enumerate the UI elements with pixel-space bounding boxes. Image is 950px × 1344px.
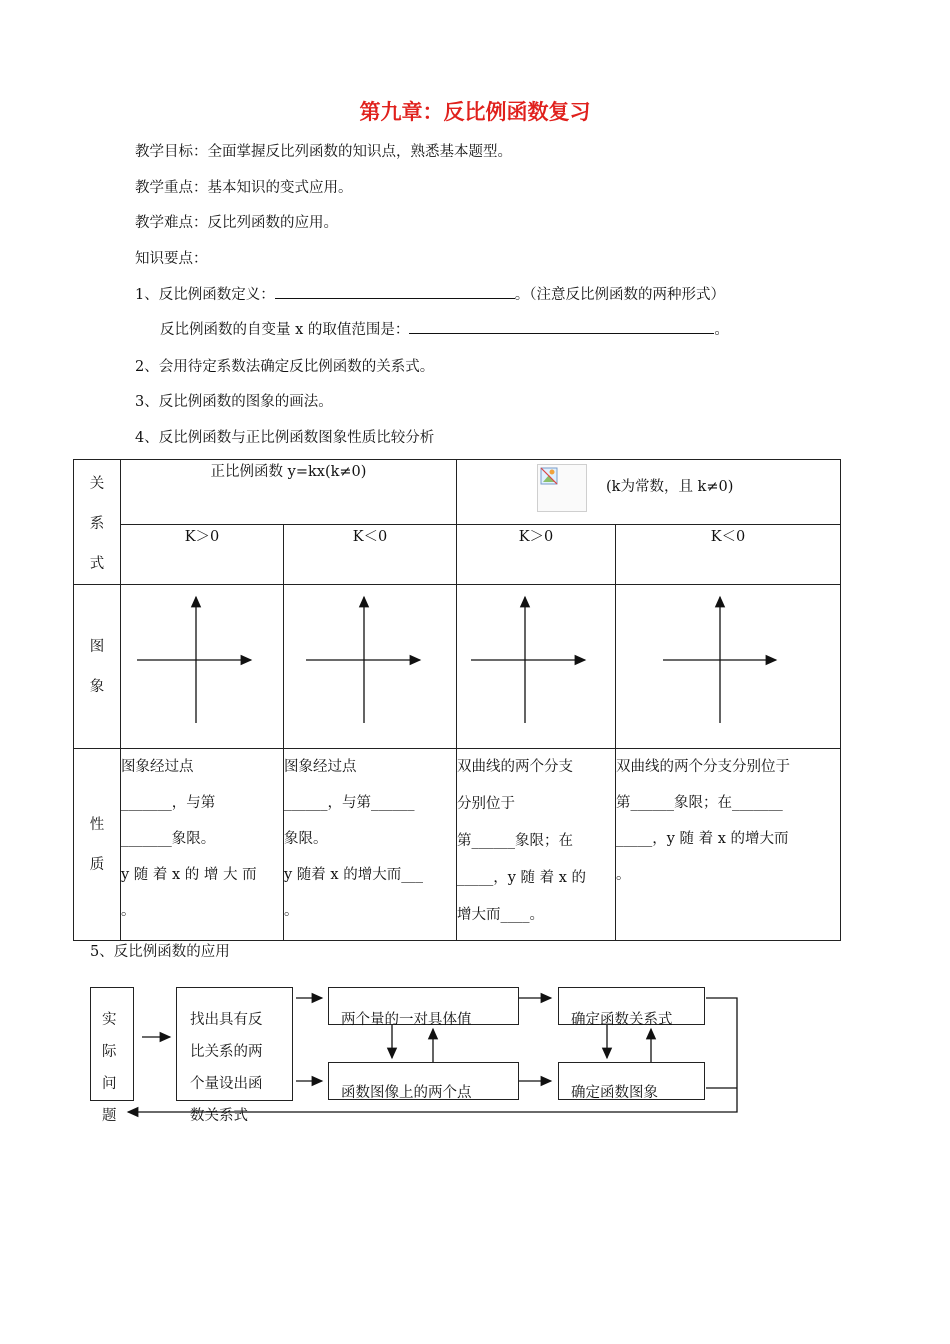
property-direct-neg: 图象经过点 ______，与第______ 象限。 y 随着 x 的增大而___ 。 xyxy=(284,749,457,941)
property-direct-pos: 图象经过点 _______，与第 _______象限。 y 随 着 x 的 增 大 而 。 xyxy=(121,749,284,941)
relation-row-header: 关 系 式 xyxy=(74,460,121,585)
find-relation-box: 找出具有反 比关系的两 个量设出函 数关系式 xyxy=(176,987,293,1101)
teaching-difficulty: 教学难点：反比列函数的应用。 xyxy=(135,215,338,231)
practical-problem-box: 实 际 问 题 xyxy=(90,987,134,1101)
inverse-k-negative: K＜0 xyxy=(616,525,841,585)
determine-graph-box: 确定函数图象 xyxy=(558,1062,705,1100)
teaching-key-point: 教学重点：基本知识的变式应用。 xyxy=(135,180,353,196)
determine-formula-box: 确定函数关系式 xyxy=(558,987,705,1025)
item-5: 5、反比例函数的应用 xyxy=(90,944,230,960)
item-1-prefix: 1、反比例函数定义： xyxy=(135,287,275,303)
property-row-header: 性 质 xyxy=(74,749,121,941)
knowledge-points-heading: 知识要点： xyxy=(135,251,208,267)
two-points-box: 函数图像上的两个点 xyxy=(328,1062,519,1100)
property-inverse-neg: 双曲线的两个分支分别位于 第______象限；在_______ _____，y 随 着 x 的增大而 。 xyxy=(616,749,841,941)
direct-proportion-formula: 正比例函数 y=kx(k≠0) xyxy=(121,460,457,525)
item-1b-suffix: 。 xyxy=(714,322,729,338)
pair-values-box: 两个量的一对具体值 xyxy=(328,987,519,1025)
teaching-goal: 教学目标：全面掌握反比列函数的知识点，熟悉基本题型。 xyxy=(135,144,512,160)
item-1b-prefix: 反比例函数的自变量 x 的取值范围是： xyxy=(160,322,410,338)
graph-row-header: 图 象 xyxy=(74,585,121,749)
item-1-suffix: 。（注意反比例函数的两种形式） xyxy=(514,287,725,303)
property-inverse-pos: 双曲线的两个分支 分别位于 第______象限；在 _____，y 随 着 x 的 增大而____。 xyxy=(457,749,616,941)
inverse-formula-note: (k为常数，且 k≠0) xyxy=(606,479,734,495)
item-3: 3、反比例函数的图象的画法。 xyxy=(135,394,333,410)
item-2: 2、会用待定系数法确定反比例函数的关系式。 xyxy=(135,359,435,375)
direct-k-negative: K＜0 xyxy=(284,525,457,585)
page-title: 第九章：反比例函数复习 xyxy=(359,99,591,124)
item-4: 4、反比例函数与正比例函数图象性质比较分析 xyxy=(135,430,435,446)
inverse-k-positive: K＞0 xyxy=(457,525,616,585)
direct-k-positive: K＞0 xyxy=(121,525,284,585)
